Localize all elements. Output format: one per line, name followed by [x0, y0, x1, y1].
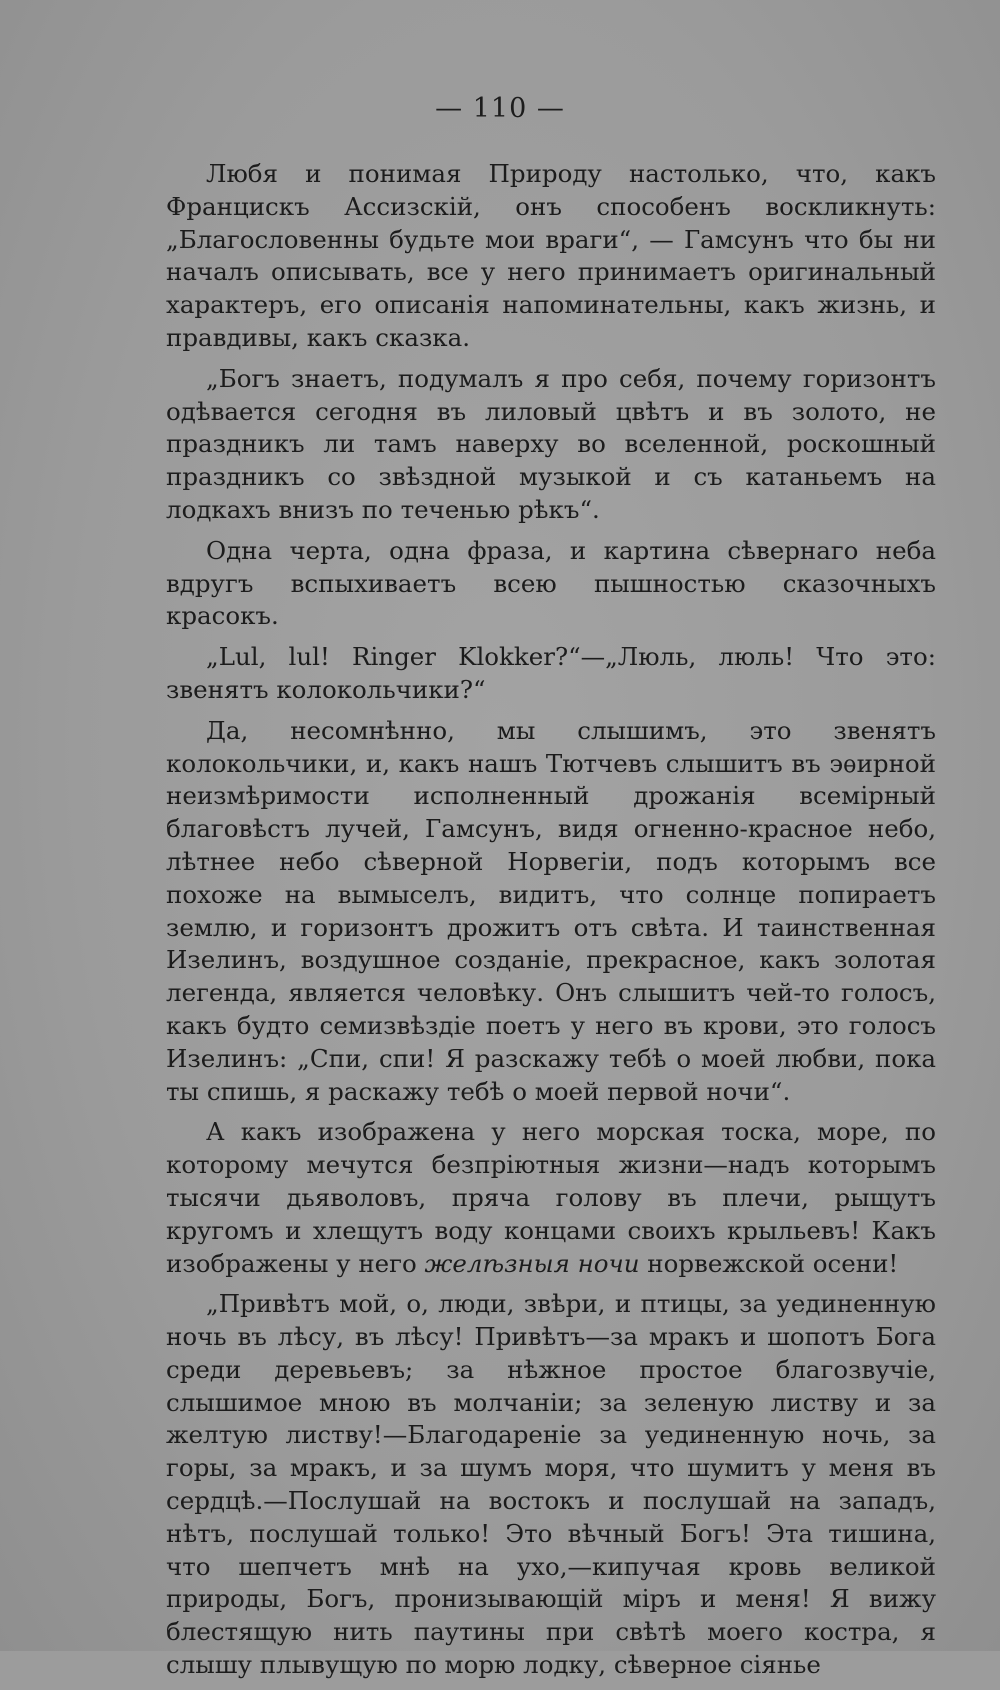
paragraph-2: „Богъ знаетъ, подумалъ я про себя, почему горизонтъ одѣвается сегодня въ лиловый цвѣтъ и въ золото, не праздникъ ли тамъ наверху во вселенной, роскошный праздникъ со звѣздной музыкой и съ катаньемъ на лодкахъ внизъ по теченью рѣкъ“. — [166, 363, 936, 524]
paragraph-6-italic-phrase: желѣзныя ночи — [424, 1248, 640, 1278]
paragraph-7: „Привѣтъ мой, о, люди, звѣри, и птицы, за уединенную ночь въ лѣсу, въ лѣсу! Привѣтъ—за мракъ и шопотъ Бога среди деревьевъ; за нѣжное простое благозвучіе, слышимое мною въ молчаніи; за зеленую листву и за желтую листву!—Благодареніе за уединенную ночь, за горы, за мракъ, и за шумъ моря, что шумитъ у меня въ сердцѣ.—Послушай на востокъ и послушай на западъ, нѣтъ, послушай только! Это вѣчный Богъ! Эта тишина, что шепчетъ мнѣ на ухо,—кипучая кровь великой природы, Богъ, пронизывающій міръ и меня! Я вижу блестящую нить паутины при свѣтѣ моего костра, я слышу плывущую по морю лодку, сѣверное сіянье — [166, 1289, 936, 1680]
body-text — [166, 158, 936, 1690]
page-number: — 110 — — [435, 93, 565, 124]
paragraph-5: Да, несомнѣнно, мы слышимъ, это звенятъ колокольчики, и, какъ нашъ Тютчевъ слышитъ въ эѳирной неизмѣримости исполненный дрожанія всемірный благовѣстъ лучей, Гамсунъ, видя огненно-красное небо, лѣтнее небо сѣверной Норвегіи, подъ которымъ все похоже на вымыселъ, видитъ, что солнце попираетъ землю, и горизонтъ дрожитъ отъ свѣта. И таинственная Изелинъ, воздушное созданіе, прекрасное, какъ золотая легенда, является человѣку. Онъ слышитъ чей-то голосъ, какъ будто семизвѣздіе поетъ у него въ крови, это голосъ Изелинъ: „Спи, спи! Я разскажу тебѣ о моей любви, пока ты спишь, я раскажу тебѣ о моей первой ночи“. — [166, 715, 936, 1106]
paragraph-3: Одна черта, одна фраза, и картина сѣвернаго неба вдругъ вспыхиваетъ всею пышностью сказочныхъ красокъ. — [166, 535, 936, 631]
paragraph-6-text: А какъ изображена у него морская тоска, море, по которому мечутся безпріютныя жизни—надъ которымъ тысячи дьяволовъ, пряча голову въ плечи, рыщутъ кругомъ и хлещутъ воду концами своихъ крыльевъ! Какъ изображены у него — [166, 1117, 936, 1278]
paragraph-6 — [166, 1116, 936, 1280]
paragraph-1: Любя и понимая Природу настолько, что, какъ Францискъ Ассизскій, онъ способенъ воскликнуть: „Благословенны будьте мои враги“, — Гамсунъ что бы ни началъ описывать, все у него принимаетъ оригинальный характеръ, его описанія напоминательны, какъ жизнь, и правдивы, какъ сказка. — [166, 159, 936, 352]
paragraph-6-text-end: норвежской осени! — [639, 1248, 899, 1278]
paragraph-4: „Lul, lul! Ringer Klokker?“—„Люль, люль! Что это: звенятъ колокольчики?“ — [166, 642, 936, 704]
